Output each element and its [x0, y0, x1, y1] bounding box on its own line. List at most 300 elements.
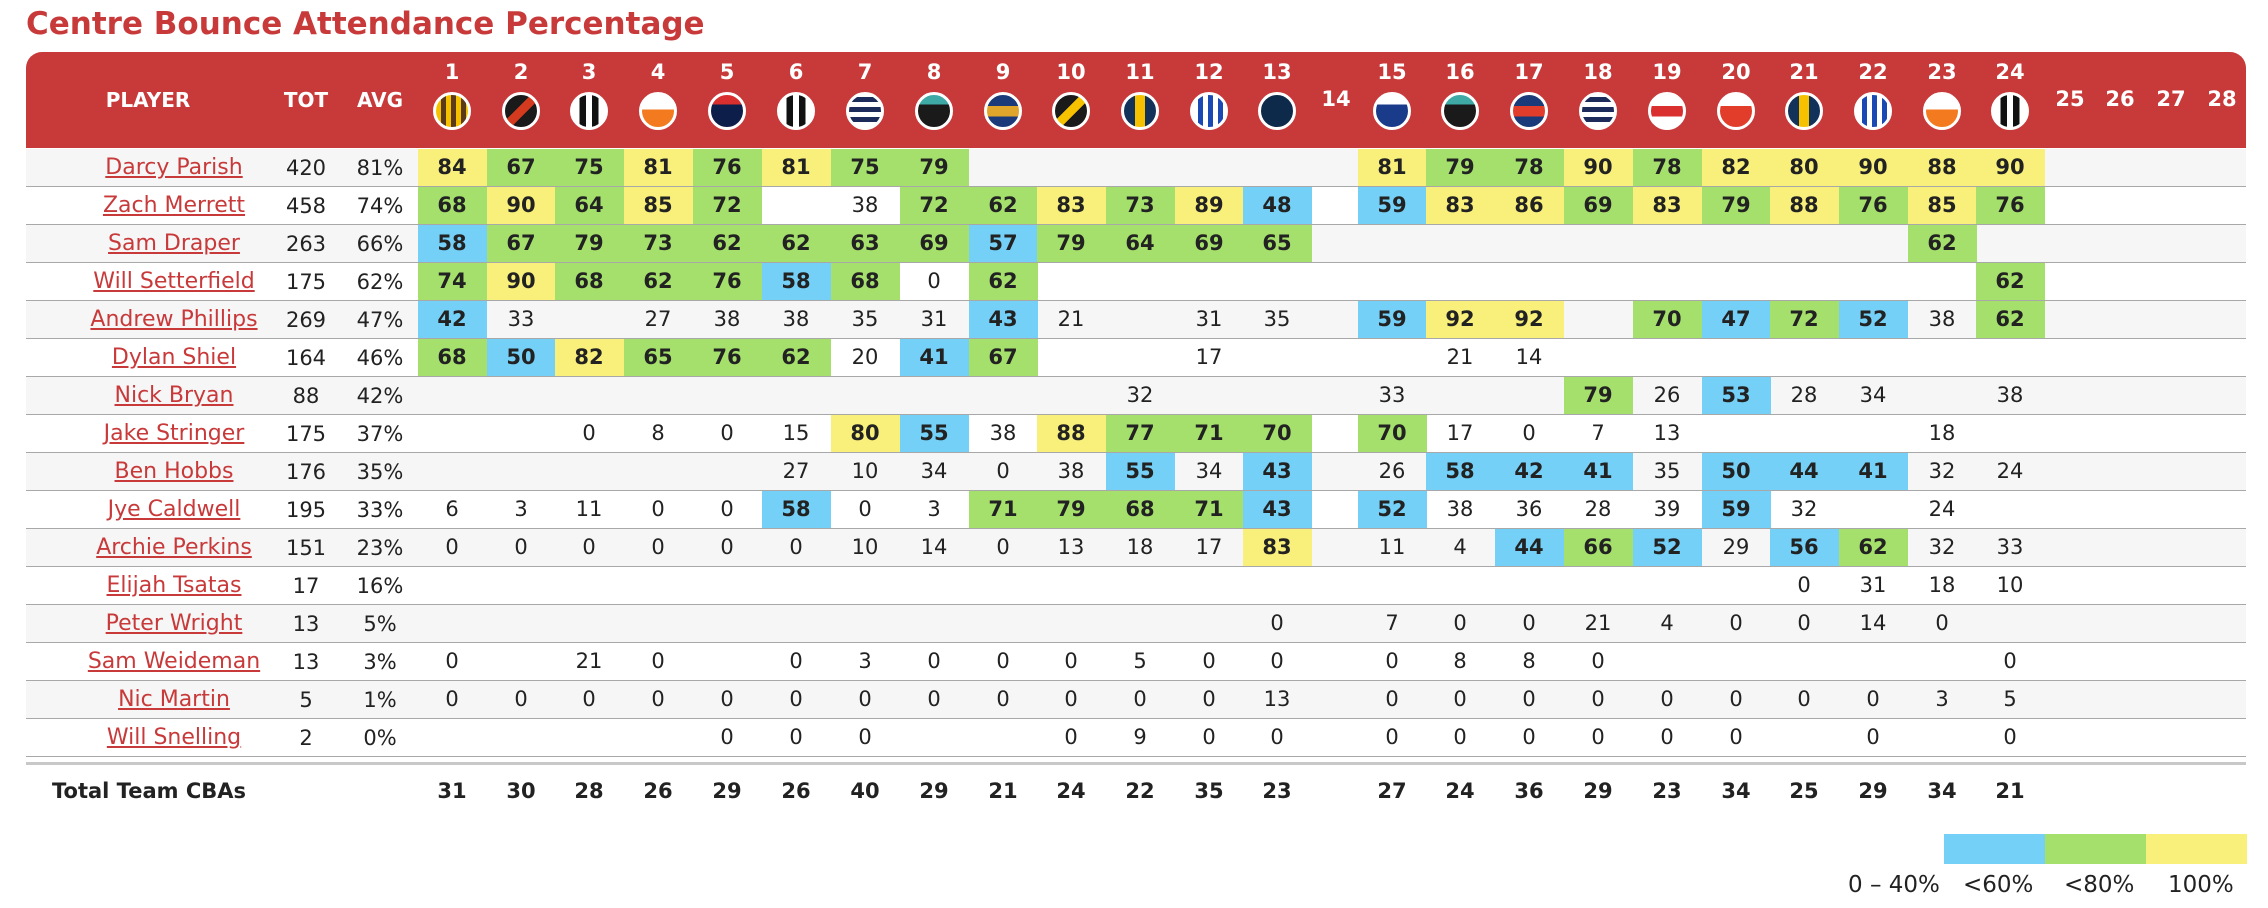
tot-cell: 13 [292, 612, 320, 636]
cba-cell: 80 [1770, 149, 1839, 186]
cba-cell: 0 [1591, 687, 1605, 711]
player-link[interactable]: Andrew Phillips [90, 307, 258, 332]
cba-cell: 71 [1175, 415, 1244, 452]
total-value: 25 [1789, 779, 1819, 803]
cba-cell: 68 [418, 187, 487, 224]
cba-cell: 0 [996, 535, 1010, 559]
cba-cell: 79 [900, 149, 969, 186]
round-13-label: 13 [1262, 60, 1292, 84]
essendon-guernsey-icon [502, 92, 540, 130]
cba-cell: 78 [1633, 149, 1702, 186]
tot-cell: 458 [285, 194, 327, 218]
legend-label: <60% [1963, 872, 2034, 898]
cba-cell: 43 [1243, 491, 1312, 528]
cba-cell: 47 [1702, 301, 1771, 338]
tot-cell: 263 [285, 232, 327, 256]
header-avg: AVG [356, 88, 404, 112]
cba-cell: 82 [1702, 149, 1771, 186]
cba-cell: 9 [1133, 725, 1147, 749]
cba-cell: 27 [782, 459, 810, 483]
cba-cell: 18 [1126, 535, 1154, 559]
cba-cell: 43 [969, 301, 1038, 338]
cba-cell: 69 [900, 225, 969, 262]
cba-cell: 31 [1859, 573, 1887, 597]
cba-cell: 81 [1358, 149, 1427, 186]
cba-cell: 62 [1976, 263, 2045, 300]
legend-swatch [2045, 834, 2146, 864]
legend-swatch [2146, 834, 2247, 864]
cba-cell: 79 [1564, 377, 1633, 414]
player-link[interactable]: Nick Bryan [114, 383, 234, 408]
round-1-label: 1 [444, 60, 460, 84]
player-link[interactable]: Peter Wright [105, 611, 243, 636]
cba-cell: 89 [1175, 187, 1244, 224]
cba-cell: 88 [1770, 187, 1839, 224]
cba-cell: 78 [1495, 149, 1564, 186]
cba-cell: 0 [1522, 687, 1536, 711]
cba-cell: 58 [762, 263, 831, 300]
avg-cell: 42% [356, 384, 404, 408]
total-value: 29 [712, 779, 742, 803]
cba-cell: 72 [693, 187, 762, 224]
cba-cell: 0 [789, 687, 803, 711]
west-coast-guernsey-icon [1785, 92, 1823, 130]
cba-cell: 85 [624, 187, 693, 224]
tot-cell: 175 [285, 422, 327, 446]
tot-cell: 176 [285, 460, 327, 484]
tot-cell: 17 [292, 574, 320, 598]
cba-cell: 68 [1106, 491, 1175, 528]
legend-label: 0 – 40% [1848, 872, 1940, 898]
cba-cell: 76 [693, 339, 762, 376]
round-27-label: 27 [2156, 87, 2186, 111]
avg-cell: 74% [356, 194, 404, 218]
cba-cell: 0 [789, 649, 803, 673]
cba-cell: 10 [851, 535, 879, 559]
player-link[interactable]: Dylan Shiel [111, 345, 237, 370]
round-6-label: 6 [788, 60, 804, 84]
cba-cell: 79 [1037, 491, 1106, 528]
table-row [26, 377, 2246, 415]
cba-cell: 27 [644, 307, 672, 331]
cba-cell: 0 [1866, 687, 1880, 711]
cba-cell: 38 [1928, 307, 1956, 331]
cba-cell: 32 [1928, 535, 1956, 559]
avg-cell: 81% [356, 156, 404, 180]
cba-cell: 90 [1564, 149, 1633, 186]
cba-cell: 81 [624, 149, 693, 186]
round-17-label: 17 [1514, 60, 1544, 84]
cba-cell: 58 [762, 491, 831, 528]
cba-cell: 26 [1653, 383, 1681, 407]
cba-cell: 8 [1453, 649, 1467, 673]
round-24-label: 24 [1995, 60, 2025, 84]
cba-cell: 0 [858, 687, 872, 711]
cba-cell: 75 [831, 149, 900, 186]
north-melbourne-guernsey-icon [1854, 92, 1892, 130]
cba-cell: 42 [418, 301, 487, 338]
cba-cell: 0 [1270, 649, 1284, 673]
cba-cell: 0 [720, 687, 734, 711]
tot-cell: 420 [285, 156, 327, 180]
round-16-label: 16 [1445, 60, 1475, 84]
cba-cell: 92 [1495, 301, 1564, 338]
cba-cell: 3 [1935, 687, 1949, 711]
cba-cell: 52 [1839, 301, 1908, 338]
avg-cell: 33% [356, 498, 404, 522]
round-18-label: 18 [1583, 60, 1613, 84]
cba-cell: 0 [582, 535, 596, 559]
cba-cell: 90 [1839, 149, 1908, 186]
cba-cell: 48 [1243, 187, 1312, 224]
cba-cell: 67 [487, 225, 556, 262]
total-value: 23 [1652, 779, 1682, 803]
cba-cell: 7 [1591, 421, 1605, 445]
player-link[interactable]: Jake Stringer [103, 421, 245, 446]
tot-cell: 88 [292, 384, 320, 408]
cba-cell: 13 [1653, 421, 1681, 445]
player-link[interactable]: Jye Caldwell [107, 497, 241, 522]
cba-cell: 68 [418, 339, 487, 376]
cba-cell: 10 [1996, 573, 2024, 597]
cba-cell: 44 [1495, 529, 1564, 566]
cba-cell: 67 [487, 149, 556, 186]
cba-cell: 34 [1859, 383, 1887, 407]
cba-cell: 8 [1522, 649, 1536, 673]
player-link[interactable]: Elijah Tsatas [106, 573, 242, 598]
cba-cell: 77 [1106, 415, 1175, 452]
legend-label: <80% [2064, 872, 2135, 898]
header-tot: TOT [283, 88, 329, 112]
cba-cell: 63 [831, 225, 900, 262]
cba-cell: 0 [1729, 725, 1743, 749]
round-20-label: 20 [1721, 60, 1751, 84]
table-row [26, 529, 2246, 567]
player-link[interactable]: Archie Perkins [96, 535, 252, 560]
cba-cell: 0 [2003, 649, 2017, 673]
cba-cell: 38 [1446, 497, 1474, 521]
cba-cell: 72 [900, 187, 969, 224]
table-row [26, 605, 2246, 643]
cba-cell: 18 [1928, 421, 1956, 445]
cba-cell: 55 [900, 415, 969, 452]
table-row [26, 263, 2246, 301]
cba-cell: 0 [927, 649, 941, 673]
cba-cell: 0 [1729, 687, 1743, 711]
avg-cell: 62% [356, 270, 404, 294]
round-7-label: 7 [857, 60, 873, 84]
cba-cell: 88 [1908, 149, 1977, 186]
hawthorn-guernsey-icon [433, 92, 471, 130]
cba-cell: 21 [575, 649, 603, 673]
round-26-label: 26 [2105, 87, 2135, 111]
table-row [26, 415, 2246, 453]
tot-cell: 195 [285, 498, 327, 522]
cba-cell: 90 [487, 187, 556, 224]
cba-cell: 41 [1564, 453, 1633, 490]
player-link[interactable]: Darcy Parish [105, 155, 243, 180]
cba-cell: 0 [1797, 573, 1811, 597]
cba-cell: 14 [920, 535, 948, 559]
cba-cell: 21 [1057, 307, 1085, 331]
avg-cell: 16% [356, 574, 404, 598]
cba-cell: 62 [969, 187, 1038, 224]
round-8-label: 8 [926, 60, 942, 84]
cba-cell: 0 [1202, 725, 1216, 749]
cba-cell: 11 [575, 497, 603, 521]
cba-cell: 32 [1928, 459, 1956, 483]
cba-cell: 62 [1908, 225, 1977, 262]
cba-cell: 3 [858, 649, 872, 673]
cba-cell: 0 [582, 421, 596, 445]
round-22-label: 22 [1858, 60, 1888, 84]
page-title: Centre Bounce Attendance Percentage [26, 6, 705, 42]
round-9-label: 9 [995, 60, 1011, 84]
cba-cell: 4 [1660, 611, 1674, 635]
cba-cell: 15 [782, 421, 810, 445]
cba-cell: 79 [555, 225, 624, 262]
round-4-label: 4 [650, 60, 666, 84]
gws-guernsey-icon [1923, 92, 1961, 130]
tot-cell: 164 [285, 346, 327, 370]
western-bulldogs-guernsey-icon [1648, 92, 1686, 130]
cba-cell: 0 [1133, 687, 1147, 711]
table-row [26, 149, 2246, 187]
cba-cell: 0 [1385, 649, 1399, 673]
total-value: 29 [1858, 779, 1888, 803]
round-5-label: 5 [719, 60, 735, 84]
cba-cell: 13 [1263, 687, 1291, 711]
cba-cell: 42 [1495, 453, 1564, 490]
cba-cell: 11 [1378, 535, 1406, 559]
adelaide-guernsey-icon [1510, 92, 1548, 130]
cba-cell: 71 [1175, 491, 1244, 528]
cba-cell: 0 [1591, 725, 1605, 749]
cba-cell: 0 [996, 459, 1010, 483]
geelong-guernsey-icon [846, 92, 884, 130]
cba-cell: 0 [582, 687, 596, 711]
cba-cell: 92 [1426, 301, 1495, 338]
cba-cell: 0 [720, 497, 734, 521]
total-value: 21 [988, 779, 1018, 803]
cba-cell: 17 [1195, 345, 1223, 369]
total-value: 29 [1583, 779, 1613, 803]
cba-cell: 13 [1057, 535, 1085, 559]
cba-cell: 66 [1564, 529, 1633, 566]
cba-cell: 79 [1426, 149, 1495, 186]
cba-cell: 86 [1495, 187, 1564, 224]
cba-cell: 75 [555, 149, 624, 186]
cba-cell: 85 [1908, 187, 1977, 224]
cba-cell: 31 [920, 307, 948, 331]
cba-cell: 50 [1702, 453, 1771, 490]
avg-cell: 3% [363, 650, 397, 674]
sydney-guernsey-icon [1717, 92, 1755, 130]
cba-cell: 10 [851, 459, 879, 483]
cba-cell: 72 [1770, 301, 1839, 338]
cba-cell: 17 [1195, 535, 1223, 559]
player-link[interactable]: Sam Draper [108, 231, 240, 256]
total-label: Total Team CBAs [52, 779, 246, 803]
geelong-guernsey-icon [1579, 92, 1617, 130]
cba-cell: 62 [1839, 529, 1908, 566]
cba-cell: 71 [969, 491, 1038, 528]
cba-cell: 39 [1653, 497, 1681, 521]
cba-cell: 81 [762, 149, 831, 186]
cba-cell: 79 [1037, 225, 1106, 262]
total-value: 24 [1445, 779, 1475, 803]
cba-cell: 0 [1202, 649, 1216, 673]
tot-cell: 175 [285, 270, 327, 294]
cba-cell: 8 [651, 421, 665, 445]
player-link[interactable]: Zach Merrett [102, 193, 246, 218]
legend-label: 100% [2168, 872, 2234, 898]
cba-cell: 50 [487, 339, 556, 376]
total-value: 28 [574, 779, 604, 803]
cba-cell: 35 [851, 307, 879, 331]
table-row [26, 339, 2246, 377]
player-link[interactable]: Ben Hobbs [114, 459, 234, 484]
cba-cell: 0 [720, 535, 734, 559]
cba-cell: 38 [989, 421, 1017, 445]
cba-cell: 83 [1037, 187, 1106, 224]
cba-cell: 28 [1790, 383, 1818, 407]
cba-cell: 0 [1453, 725, 1467, 749]
cba-cell: 44 [1770, 453, 1839, 490]
avg-cell: 5% [363, 612, 397, 636]
cba-cell: 82 [555, 339, 624, 376]
cba-cell: 76 [693, 263, 762, 300]
cba-cell: 65 [1243, 225, 1312, 262]
cba-cell: 0 [789, 535, 803, 559]
cba-cell: 18 [1928, 573, 1956, 597]
total-value: 26 [781, 779, 811, 803]
cba-cell: 83 [1426, 187, 1495, 224]
total-value: 23 [1262, 779, 1292, 803]
cba-cell: 38 [713, 307, 741, 331]
tot-cell: 5 [299, 688, 313, 712]
total-value: 34 [1927, 779, 1957, 803]
cba-cell: 83 [1633, 187, 1702, 224]
cba-cell: 62 [762, 339, 831, 376]
cba-cell: 0 [1522, 725, 1536, 749]
cba-cell: 38 [1057, 459, 1085, 483]
cba-cell: 80 [831, 415, 900, 452]
cba-cell: 58 [418, 225, 487, 262]
cba-cell: 0 [996, 687, 1010, 711]
cba-cell: 33 [1378, 383, 1406, 407]
cba-cell: 0 [858, 497, 872, 521]
cba-cell: 0 [1270, 611, 1284, 635]
cba-cell: 0 [445, 687, 459, 711]
cba-cell: 17 [1446, 421, 1474, 445]
cba-cell: 62 [624, 263, 693, 300]
total-value: 29 [919, 779, 949, 803]
player-link[interactable]: Will Setterfield [93, 269, 255, 294]
cba-cell: 62 [1976, 301, 2045, 338]
cba-cell: 52 [1633, 529, 1702, 566]
cba-cell: 62 [969, 263, 1038, 300]
cba-cell: 0 [858, 725, 872, 749]
cba-cell: 67 [969, 339, 1038, 376]
cba-cell: 5 [1133, 649, 1147, 673]
cba-cell: 21 [1446, 345, 1474, 369]
cba-cell: 29 [1722, 535, 1750, 559]
cba-cell: 64 [1106, 225, 1175, 262]
table-row [26, 643, 2246, 681]
player-link[interactable]: Nic Martin [118, 687, 230, 712]
cba-cell: 70 [1243, 415, 1312, 452]
avg-cell: 47% [356, 308, 404, 332]
round-25-label: 25 [2055, 87, 2085, 111]
round-3-label: 3 [581, 60, 597, 84]
cba-cell: 69 [1564, 187, 1633, 224]
cba-cell: 68 [555, 263, 624, 300]
cba-cell: 0 [1064, 687, 1078, 711]
round-23-label: 23 [1927, 60, 1957, 84]
total-value: 35 [1194, 779, 1224, 803]
cba-cell: 62 [762, 225, 831, 262]
melbourne-guernsey-icon [708, 92, 746, 130]
cba-cell: 26 [1378, 459, 1406, 483]
cba-cell: 24 [1928, 497, 1956, 521]
table-row [26, 225, 2246, 263]
table-row [26, 301, 2246, 339]
cba-cell: 0 [1385, 725, 1399, 749]
total-value: 30 [506, 779, 536, 803]
cba-cell: 73 [1106, 187, 1175, 224]
player-link[interactable]: Will Snelling [106, 725, 242, 750]
round-19-label: 19 [1652, 60, 1682, 84]
cba-cell: 0 [927, 269, 941, 293]
cba-cell: 52 [1358, 491, 1427, 528]
cba-cell: 0 [1064, 725, 1078, 749]
cba-cell: 41 [1839, 453, 1908, 490]
total-value: 40 [850, 779, 880, 803]
legend-swatch [1944, 834, 2045, 864]
cba-cell: 0 [1866, 725, 1880, 749]
player-link[interactable]: Sam Weideman [87, 649, 261, 674]
cba-cell: 64 [555, 187, 624, 224]
cba-cell: 0 [720, 421, 734, 445]
cba-cell: 3 [514, 497, 528, 521]
table-row [26, 681, 2246, 719]
cba-cell: 0 [1522, 611, 1536, 635]
carlton-guernsey-icon [1258, 92, 1296, 130]
cba-cell: 31 [1195, 307, 1223, 331]
collingwood-guernsey-icon [777, 92, 815, 130]
cba-cell: 88 [1037, 415, 1106, 452]
total-row [26, 762, 2246, 810]
cba-cell: 21 [1584, 611, 1612, 635]
round-15-label: 15 [1377, 60, 1407, 84]
cba-cell: 65 [624, 339, 693, 376]
cba-cell: 84 [418, 149, 487, 186]
tot-cell: 269 [285, 308, 327, 332]
cba-cell: 59 [1358, 187, 1427, 224]
round-12-label: 12 [1194, 60, 1224, 84]
cba-cell: 14 [1859, 611, 1887, 635]
north-melbourne-guernsey-icon [1190, 92, 1228, 130]
collingwood-guernsey-icon [1991, 92, 2029, 130]
cba-cell: 58 [1426, 453, 1495, 490]
avg-cell: 23% [356, 536, 404, 560]
cba-cell: 0 [651, 497, 665, 521]
table-row [26, 187, 2246, 225]
cba-cell: 14 [1515, 345, 1543, 369]
avg-cell: 66% [356, 232, 404, 256]
total-value: 21 [1995, 779, 2025, 803]
